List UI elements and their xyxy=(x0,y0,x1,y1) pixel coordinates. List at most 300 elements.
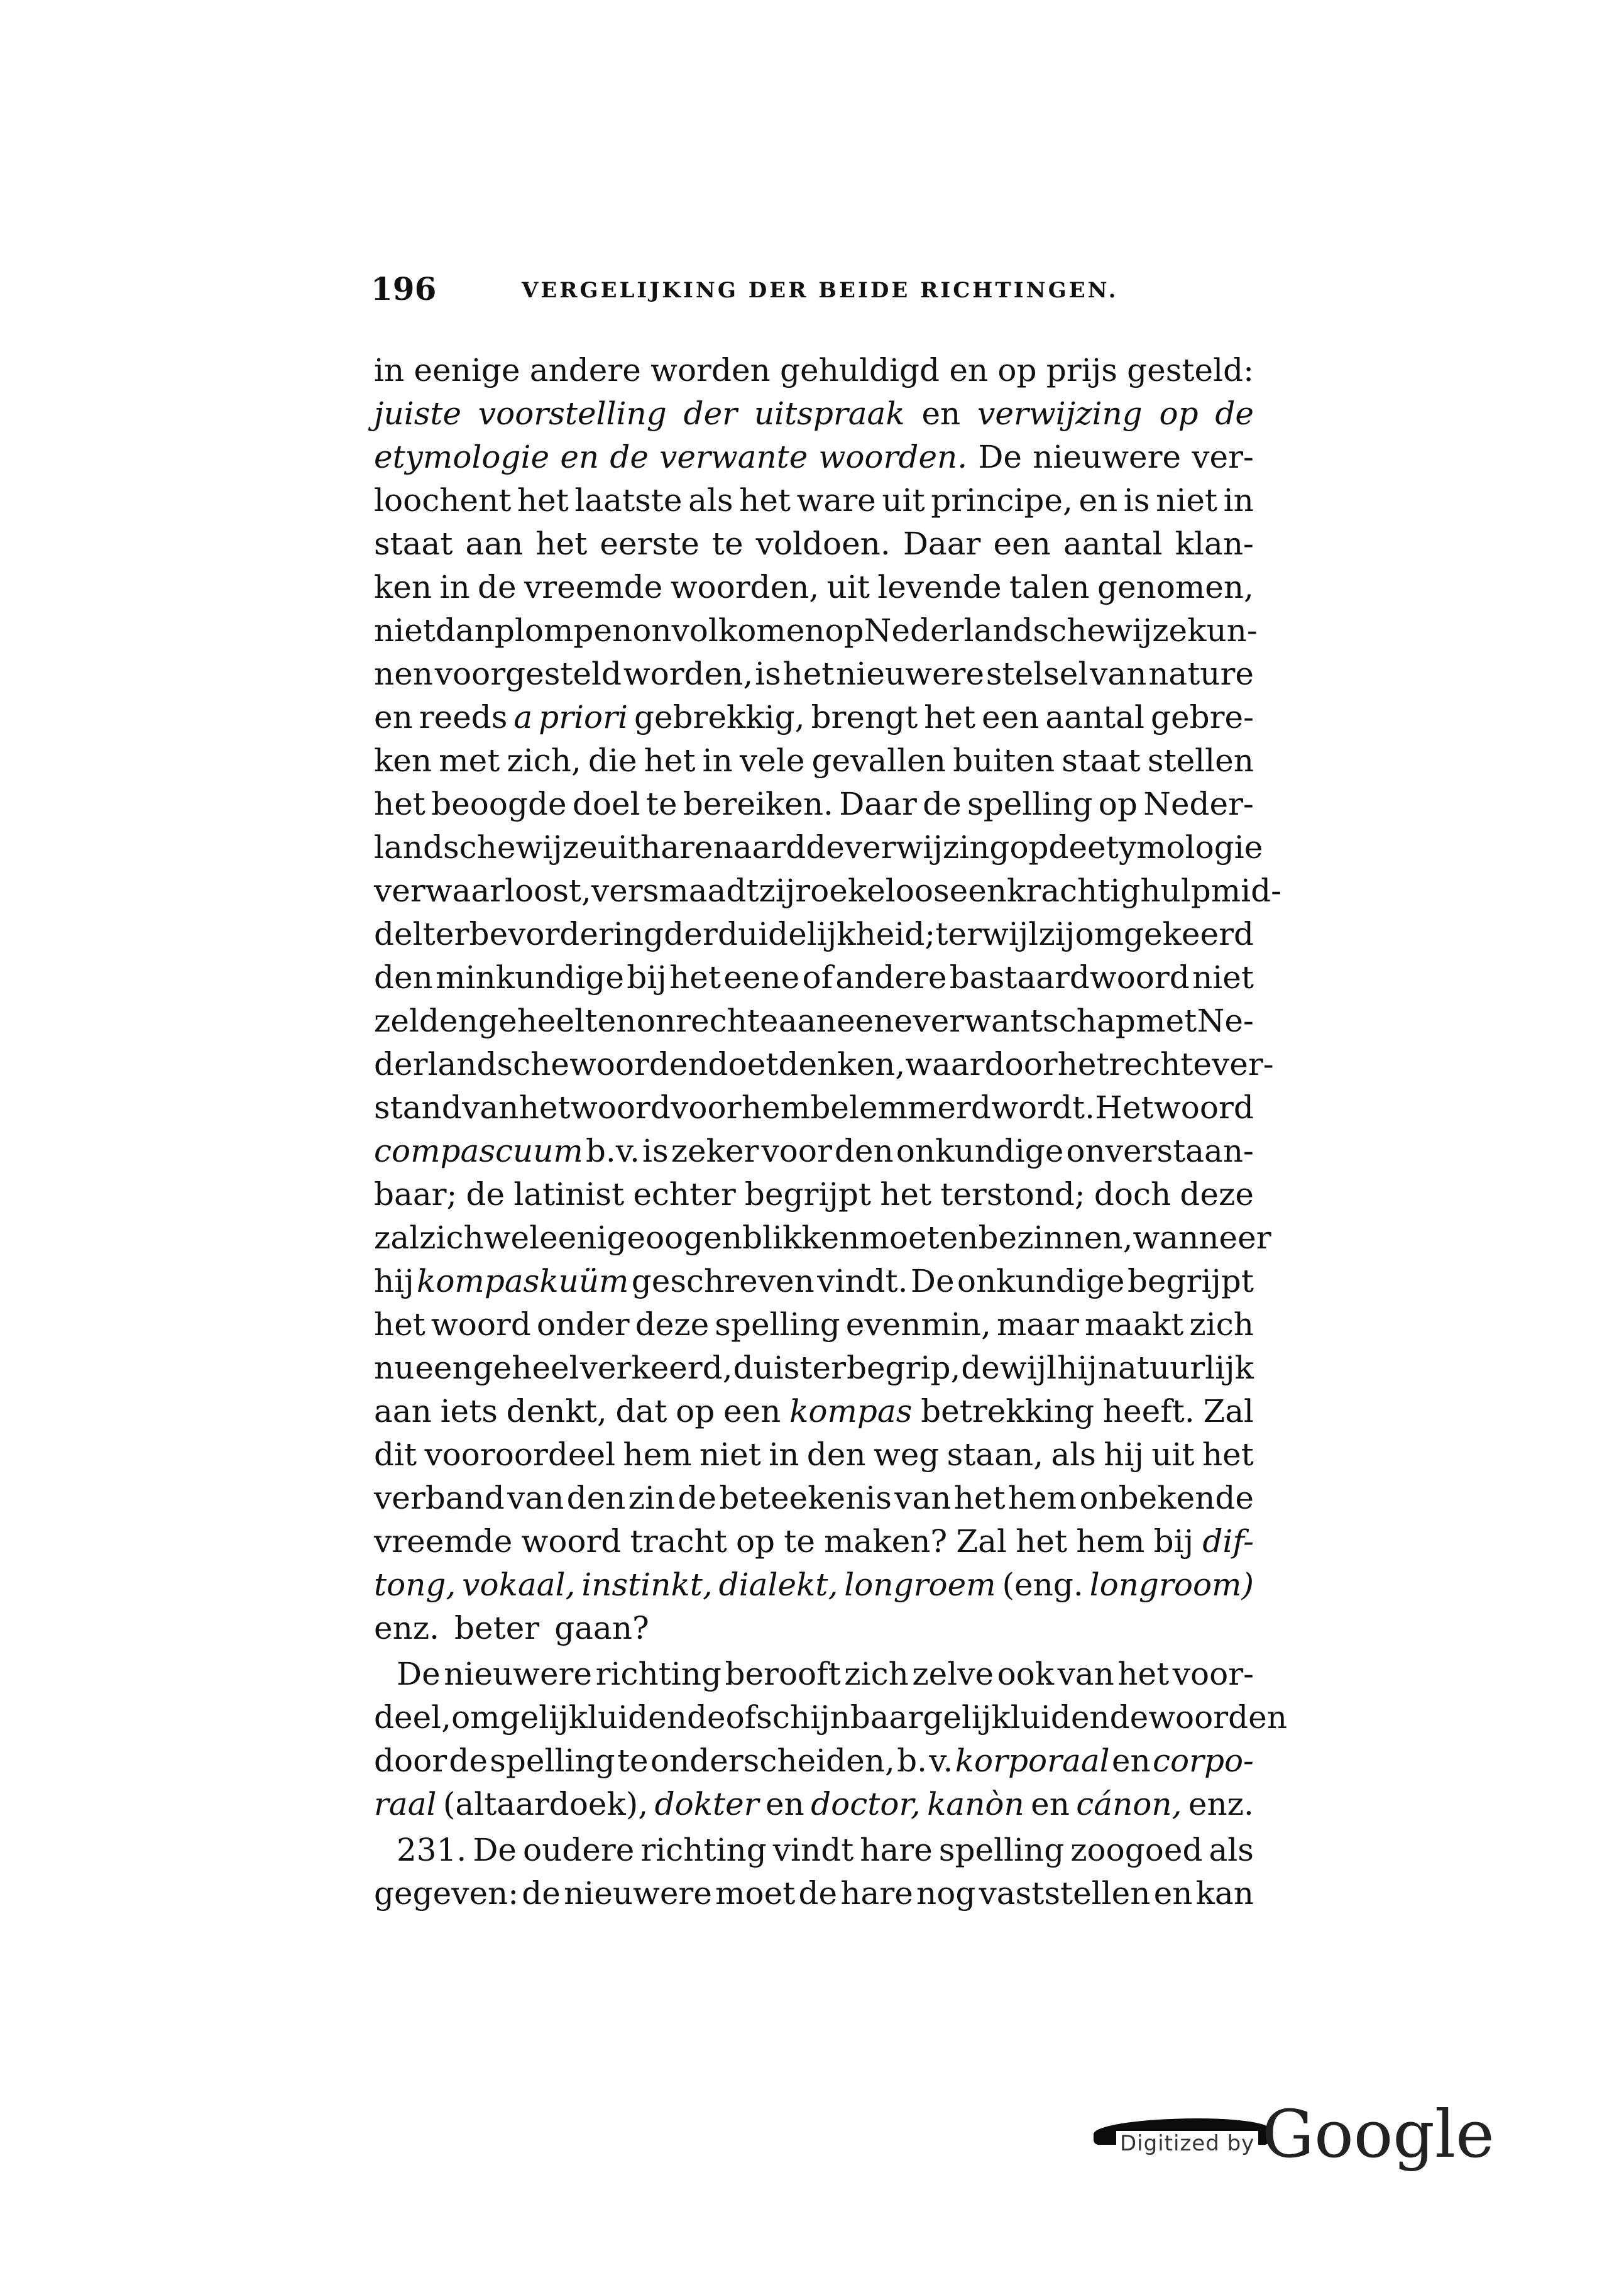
word: een xyxy=(982,699,1040,735)
word: een xyxy=(723,1393,781,1429)
word: hem xyxy=(741,1089,811,1126)
word: eene xyxy=(837,1003,913,1039)
word: talen xyxy=(1009,569,1090,605)
text-line xyxy=(374,1607,1254,1650)
text-line xyxy=(374,1477,1254,1520)
word: den xyxy=(834,1133,894,1169)
word: en xyxy=(1111,1742,1151,1779)
italic-word: corpo- xyxy=(1152,1742,1254,1779)
italic-word: raal xyxy=(374,1786,437,1822)
italic-word: cánon, xyxy=(1076,1786,1182,1822)
word: gebrekkig, xyxy=(634,699,805,735)
word: het xyxy=(518,1089,571,1126)
italic-word: kompaskuüm xyxy=(417,1263,629,1299)
word: hare xyxy=(840,1875,913,1912)
italic-word: etymologie xyxy=(374,439,550,475)
text-line xyxy=(374,913,1254,956)
word: schijnbaar xyxy=(756,1699,923,1736)
word: onderscheiden, xyxy=(650,1742,895,1779)
word: niet xyxy=(1156,482,1218,519)
word: zij xyxy=(1038,916,1075,952)
italic-word: priori xyxy=(539,699,628,735)
word: op xyxy=(825,612,864,649)
word: moeten xyxy=(859,1219,979,1256)
word: zin xyxy=(628,1480,676,1516)
word: verwantschap xyxy=(913,1003,1136,1039)
text-line xyxy=(374,609,1258,652)
word: loochent xyxy=(374,482,512,519)
italic-word: voorstelling xyxy=(478,395,667,432)
text-line xyxy=(374,1872,1254,1915)
word: het xyxy=(953,1480,1006,1516)
word: het xyxy=(1016,1523,1068,1560)
word: iets xyxy=(440,1393,498,1429)
text-line xyxy=(374,1696,1287,1739)
word: omgekeerd xyxy=(1075,916,1254,952)
word: latinist xyxy=(513,1176,625,1213)
word: maar xyxy=(996,1306,1079,1343)
word: bevordering xyxy=(469,916,664,952)
word: en xyxy=(1078,482,1118,519)
word: bezinnen, xyxy=(978,1219,1133,1256)
word: te xyxy=(711,526,743,562)
word: nieuwere xyxy=(444,1656,593,1692)
word: betrekking xyxy=(921,1393,1095,1429)
word: brengt xyxy=(811,699,918,735)
word: (altaardoek), xyxy=(442,1786,649,1822)
word: beter xyxy=(454,1610,540,1646)
word: dit xyxy=(374,1436,417,1473)
word: het xyxy=(1117,1656,1170,1692)
word: berooft xyxy=(725,1656,841,1692)
word: vooroordeel xyxy=(424,1436,616,1473)
word: spelling xyxy=(490,1742,615,1779)
word: wordt. xyxy=(991,1089,1095,1126)
word: nature xyxy=(1148,656,1254,692)
word: ver- xyxy=(1192,439,1254,475)
word: onder xyxy=(536,1306,630,1343)
word: vreemde xyxy=(374,1523,513,1560)
word: De xyxy=(473,1832,517,1868)
word: hem xyxy=(1007,1480,1077,1516)
word: uit xyxy=(1151,1436,1195,1473)
text-line xyxy=(374,1346,1254,1390)
word: andere xyxy=(835,959,947,996)
word: niet xyxy=(1192,959,1254,996)
word: enz. xyxy=(1188,1786,1254,1822)
text-line xyxy=(374,1783,1254,1826)
word: te xyxy=(617,1742,649,1779)
italic-word: longroem xyxy=(844,1566,996,1603)
word: en xyxy=(765,1786,804,1822)
word: van xyxy=(1090,656,1147,692)
word: staat xyxy=(374,526,453,562)
word: gesteld: xyxy=(1127,352,1254,388)
word: het xyxy=(374,786,425,822)
word: woord xyxy=(570,1089,671,1126)
word: het xyxy=(739,482,791,519)
word: het xyxy=(669,959,721,996)
word: hij xyxy=(1057,1350,1097,1386)
word: niet xyxy=(699,1436,761,1473)
word: bij xyxy=(1153,1523,1194,1560)
word: zelden xyxy=(374,1003,478,1039)
word: door xyxy=(374,1742,447,1779)
word: vreemde xyxy=(524,569,663,605)
word: in xyxy=(702,742,733,779)
text-line xyxy=(374,1260,1254,1303)
word: spelling xyxy=(967,786,1093,822)
italic-word: kompas xyxy=(789,1393,913,1429)
word: aantal xyxy=(1045,699,1145,735)
word: echter xyxy=(633,1176,736,1213)
word: uit xyxy=(826,569,870,605)
word: onbekende xyxy=(1079,1480,1254,1516)
word: den xyxy=(806,1436,866,1473)
word: voldoen. xyxy=(755,526,891,562)
word: aan xyxy=(374,1393,432,1429)
word: gebre- xyxy=(1150,699,1254,735)
word: woorden, xyxy=(670,569,820,605)
text-line xyxy=(374,1216,1271,1260)
word: wel xyxy=(483,1219,540,1256)
text-line xyxy=(374,739,1254,783)
text-line xyxy=(374,1390,1254,1433)
word: gevallen xyxy=(811,742,946,779)
word: en xyxy=(1031,1786,1070,1822)
word: zal xyxy=(374,1219,420,1256)
word: met xyxy=(1136,1003,1197,1039)
word: Nederlandsche xyxy=(864,612,1106,649)
word: De xyxy=(978,439,1023,475)
word: gegeven: xyxy=(374,1875,519,1912)
word: het xyxy=(374,1306,425,1343)
word: begrijpt xyxy=(744,1176,872,1213)
word: is xyxy=(642,1133,669,1169)
word: deel, xyxy=(374,1699,452,1736)
italic-word: woorden. xyxy=(818,439,968,475)
word: Zal xyxy=(1203,1393,1254,1429)
word: en xyxy=(593,612,633,649)
word: eerste xyxy=(600,526,700,562)
word: spelling xyxy=(938,1832,1065,1868)
italic-word: dif- xyxy=(1202,1523,1254,1560)
word: dewijl xyxy=(961,1350,1057,1386)
word: eenige xyxy=(414,352,520,388)
word: staan, xyxy=(946,1436,1044,1473)
word: belemmerd xyxy=(810,1089,991,1126)
word: bereiken. xyxy=(683,786,833,822)
word: hij xyxy=(1104,1436,1144,1473)
word: ken xyxy=(374,742,432,779)
word: te xyxy=(645,786,678,822)
word: klan- xyxy=(1175,526,1254,562)
word: gehuldigd xyxy=(780,352,940,388)
word: 231. xyxy=(397,1832,467,1868)
word: staat xyxy=(1062,742,1141,779)
running-header xyxy=(371,270,1251,314)
italic-word: korporaal xyxy=(955,1742,1110,1779)
word: een xyxy=(415,1350,473,1386)
word: worden, xyxy=(623,656,754,692)
word: v. xyxy=(929,1742,953,1779)
italic-word: dokter xyxy=(654,1786,759,1822)
word: terstond; xyxy=(940,1176,1085,1213)
word: zelve xyxy=(912,1656,994,1692)
text-line xyxy=(374,999,1254,1043)
word: voor xyxy=(761,1133,832,1169)
word: kun- xyxy=(1187,612,1258,649)
word: onrechte xyxy=(636,1003,779,1039)
word: aan xyxy=(465,526,524,562)
word: duidelijkheid; xyxy=(717,916,936,952)
word: hem xyxy=(623,1436,692,1473)
word: het xyxy=(924,699,976,735)
word: wanneer xyxy=(1133,1219,1271,1256)
body-text xyxy=(374,349,1287,1915)
italic-word: der xyxy=(683,395,738,432)
word: stelsel xyxy=(985,656,1089,692)
word: nieuwere xyxy=(1033,439,1182,475)
word: verwaarloost, xyxy=(374,873,591,909)
word: uit xyxy=(597,829,640,866)
word: het xyxy=(644,742,696,779)
italic-word: kanòn xyxy=(927,1786,1024,1822)
word: woord xyxy=(431,1306,531,1343)
word: heeft. xyxy=(1102,1393,1195,1429)
word: hij xyxy=(374,1263,414,1299)
word: ver- xyxy=(1211,1046,1274,1082)
word: onverstaan- xyxy=(1066,1133,1254,1169)
word: natuurlijk xyxy=(1097,1350,1254,1386)
word: of xyxy=(802,959,833,996)
text-line xyxy=(374,1829,1254,1872)
word: verband xyxy=(374,1480,505,1516)
italic-word: verwijzing xyxy=(977,395,1143,432)
text-line xyxy=(374,1303,1254,1346)
word: voorgesteld xyxy=(434,656,622,692)
word: als xyxy=(1051,1436,1096,1473)
word: aantal xyxy=(1063,526,1163,562)
word: richting xyxy=(595,1656,721,1692)
word: tracht xyxy=(630,1523,727,1560)
word: den xyxy=(566,1480,626,1516)
text-line xyxy=(374,1433,1254,1477)
word: del xyxy=(374,916,423,952)
word: nieuwere xyxy=(836,656,985,692)
word: bastaardwoord xyxy=(949,959,1190,996)
word: verkeerd, xyxy=(579,1350,733,1386)
italic-word: verwante xyxy=(659,439,808,475)
word: de xyxy=(522,1875,561,1912)
word: eene xyxy=(723,959,800,996)
word: ware xyxy=(796,482,876,519)
text-line xyxy=(374,826,1263,869)
word: doet xyxy=(708,1046,779,1082)
word: haren xyxy=(640,829,733,866)
word: hem xyxy=(1076,1523,1145,1560)
word: ten xyxy=(584,1003,637,1039)
word: ken xyxy=(374,569,432,605)
word: zoogoed xyxy=(1070,1832,1203,1868)
word: het xyxy=(1057,1046,1109,1082)
word: worden xyxy=(650,352,771,388)
italic-word: compascuum xyxy=(374,1133,583,1169)
word: het xyxy=(517,482,569,519)
word: en xyxy=(949,352,989,388)
word: voor- xyxy=(1172,1656,1254,1692)
page-number: 196 xyxy=(371,270,437,307)
word: als xyxy=(1209,1832,1254,1868)
word: reeds xyxy=(419,699,508,735)
italic-word: dialekt, xyxy=(718,1566,838,1603)
word: deze xyxy=(635,1306,710,1343)
word: kan xyxy=(1195,1875,1254,1912)
word: in xyxy=(1223,482,1254,519)
word: gaan? xyxy=(554,1610,649,1646)
word: ook xyxy=(997,1656,1055,1692)
word: van xyxy=(507,1480,564,1516)
text-line xyxy=(374,783,1254,826)
word: richting xyxy=(640,1832,767,1868)
word: zich xyxy=(1189,1306,1254,1343)
word: hare xyxy=(860,1832,933,1868)
italic-word: vokaal, xyxy=(462,1566,576,1603)
word: b. xyxy=(897,1742,927,1779)
word: ter xyxy=(422,916,469,952)
word: en xyxy=(921,395,961,432)
italic-word: de xyxy=(1215,395,1254,432)
word: nen xyxy=(374,656,433,692)
italic-word: a xyxy=(513,699,533,735)
word: aard xyxy=(733,829,806,866)
word: plomp xyxy=(494,612,594,649)
word: is xyxy=(1123,482,1150,519)
italic-word: de xyxy=(610,439,649,475)
text-line xyxy=(374,566,1254,609)
word: op xyxy=(1098,786,1138,822)
word: vele xyxy=(739,742,805,779)
text-line xyxy=(374,1563,1254,1607)
word: vindt. xyxy=(817,1263,908,1299)
word: etymologie xyxy=(1087,829,1263,866)
word: in xyxy=(769,1436,799,1473)
word: het xyxy=(782,656,835,692)
word: geheel xyxy=(478,1003,585,1039)
text-line xyxy=(374,1173,1254,1216)
word: levende xyxy=(877,569,1002,605)
word: een xyxy=(993,526,1051,562)
word: roekeloos xyxy=(795,873,950,909)
word: uit xyxy=(882,482,925,519)
word: op xyxy=(1009,829,1049,866)
word: wijze xyxy=(1105,612,1188,649)
word: krachtig xyxy=(1007,873,1141,909)
word: terwijl xyxy=(935,916,1039,952)
word: der xyxy=(664,916,718,952)
italic-word: longroom) xyxy=(1089,1566,1254,1603)
word: of xyxy=(725,1699,757,1736)
word: de xyxy=(478,569,517,605)
word: weg xyxy=(873,1436,940,1473)
word: een xyxy=(949,873,1007,909)
word: woorden xyxy=(1148,1699,1287,1736)
google-logo: Google xyxy=(1262,2096,1495,2172)
word: spelling xyxy=(715,1306,840,1343)
word: op xyxy=(735,1523,776,1560)
word: de xyxy=(1048,829,1088,866)
word: moet xyxy=(715,1875,796,1912)
word: Het xyxy=(1095,1089,1154,1126)
word: derlandsche xyxy=(374,1046,569,1082)
italic-word: tong, xyxy=(374,1566,456,1603)
word: oogenblikken xyxy=(645,1219,860,1256)
italic-word: en xyxy=(560,439,600,475)
word: voor xyxy=(671,1089,742,1126)
word: verwijzing xyxy=(844,829,1010,866)
word: op xyxy=(997,352,1037,388)
word: van xyxy=(462,1089,519,1126)
word: zich xyxy=(419,1219,484,1256)
word: onvolkomen xyxy=(632,612,825,649)
word: rechte xyxy=(1109,1046,1212,1082)
word: aan xyxy=(778,1003,837,1039)
word: nieuwere xyxy=(564,1875,712,1912)
word: als xyxy=(688,482,733,519)
word: denken, xyxy=(778,1046,906,1082)
word: dan xyxy=(435,612,495,649)
text-line xyxy=(374,1520,1254,1563)
word: in xyxy=(439,569,470,605)
word: van xyxy=(894,1480,952,1516)
word: buiten xyxy=(953,742,1055,779)
word: principe, xyxy=(931,482,1073,519)
word: beoogde xyxy=(431,786,567,822)
text-line xyxy=(374,1739,1254,1783)
word: wijze xyxy=(515,829,598,866)
word: begrijpt xyxy=(1127,1263,1254,1299)
word: b.v. xyxy=(585,1133,640,1169)
text-line xyxy=(374,869,1282,913)
word: maakt xyxy=(1084,1306,1184,1343)
word: laatste xyxy=(574,482,683,519)
word: om xyxy=(451,1699,500,1736)
word: onkundige xyxy=(896,1133,1064,1169)
word: niet xyxy=(374,612,436,649)
word: het xyxy=(1202,1436,1254,1473)
word: vaststellen xyxy=(979,1875,1151,1912)
word: Daar xyxy=(903,526,981,562)
word: Daar xyxy=(839,786,917,822)
word: de xyxy=(449,1742,488,1779)
word: hulpmid- xyxy=(1140,873,1282,909)
word: zich, xyxy=(507,742,581,779)
word: geheel xyxy=(473,1350,579,1386)
text-line xyxy=(374,392,1254,436)
word: beteekenis xyxy=(719,1480,892,1516)
text-line xyxy=(374,1043,1274,1086)
word: de xyxy=(678,1480,717,1516)
word: Ne- xyxy=(1197,1003,1254,1039)
word: stellen xyxy=(1147,742,1254,779)
word: op xyxy=(676,1393,715,1429)
running-head-title: VERGELIJKING DER BEIDE RICHTINGEN. xyxy=(522,278,1119,303)
word: is xyxy=(755,656,781,692)
text-line xyxy=(374,1130,1254,1173)
word: Zal xyxy=(956,1523,1007,1560)
text-line xyxy=(374,1653,1254,1696)
text-line xyxy=(374,652,1254,696)
